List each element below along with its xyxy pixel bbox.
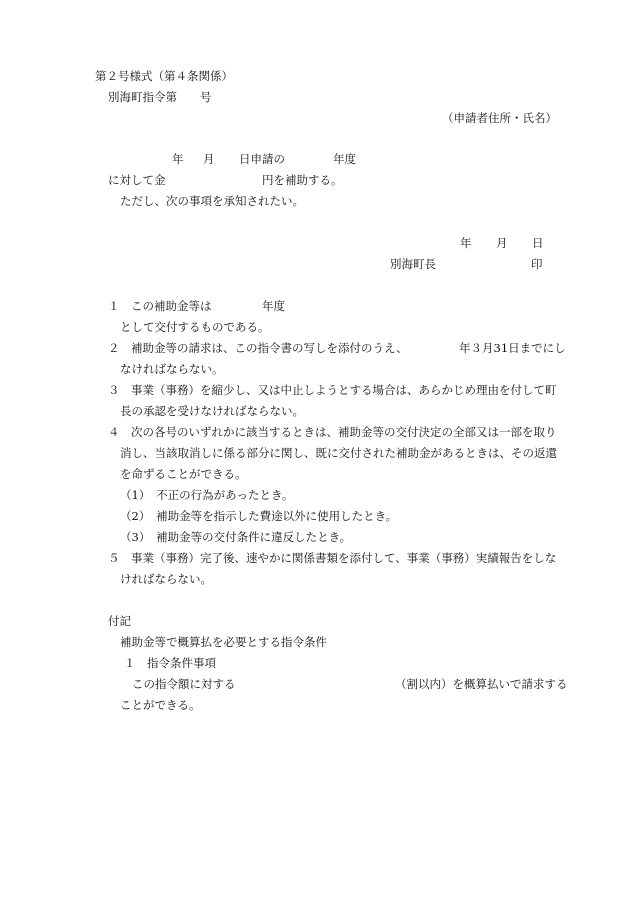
item4-sub1: （1） 不正の行為があったとき。 [120,488,294,502]
item5-line1: ５ 事業（事務）完了後、速やかに関係書類を添付して、事業（事務）実績報告をしな [108,551,557,565]
item1-line2: として交付するものである。 [120,320,270,334]
notice-line: ただし、次の事項を承知されたい。 [120,194,304,208]
seal-mark: 印 [531,257,543,271]
appendix-item1-line1-suffix: （割以内）を概算払いで請求する [395,677,568,691]
document-number: 別海町指令第 号 [108,90,212,104]
appendix-item1-line2: ことができる。 [120,698,201,712]
apply-day-label: 日申請の [239,152,285,166]
item1-line1-prefix: １ この補助金等は [108,299,212,313]
item3-line2: 長の承認を受けなければならない。 [120,404,304,418]
item4-line1: ４ 次の各号のいずれかに該当するときは、補助金等の交付決定の全部又は一部を取り [108,425,557,439]
appendix-item1-line1-prefix: この指令額に対する [132,677,236,691]
issue-day: 日 [532,236,544,250]
item5-line2: ければならない。 [120,572,212,586]
item4-line3: を命ずることができる。 [120,467,247,481]
item4-sub3: （3） 補助金等の交付条件に違反したとき。 [120,530,352,544]
fiscal-year-label: 年度 [333,152,356,166]
apply-year: 年 [172,152,184,166]
form-number: 第２号様式（第４条関係） [95,69,233,83]
appendix-title: 付記 [108,614,131,628]
item2-line2: なければならない。 [120,362,224,376]
mayor-label: 別海町長 [390,257,436,271]
issue-month: 月 [496,236,508,250]
item3-line1: ３ 事業（事務）を縮少し、又は中止しようとする場合は、あらかじめ理由を付して町 [108,383,557,397]
item2-line1-prefix: ２ 補助金等の請求は、この指令書の写しを添付のうえ、 [108,341,408,355]
item4-sub2: （2） 補助金等を指示した費途以外に使用したとき。 [120,509,398,523]
appendix-subtitle: 補助金等で概算払を必要とする指令条件 [120,635,327,649]
apply-month: 月 [203,152,215,166]
item1-line1-suffix: 年度 [262,299,285,313]
grant-amount-prefix: に対して金 [108,173,166,187]
item4-line2: 消し、当該取消しに係る部分に関し、既に交付された補助金があるときは、その返還 [120,446,557,460]
issue-year: 年 [460,236,472,250]
appendix-item1-heading: １ 指令条件事項 [124,656,216,670]
applicant-label: （申請者住所・氏名） [442,111,557,125]
item2-line1-suffix: 年３月31日までにし [459,341,566,355]
grant-amount-suffix: 円を補助する。 [262,173,343,187]
